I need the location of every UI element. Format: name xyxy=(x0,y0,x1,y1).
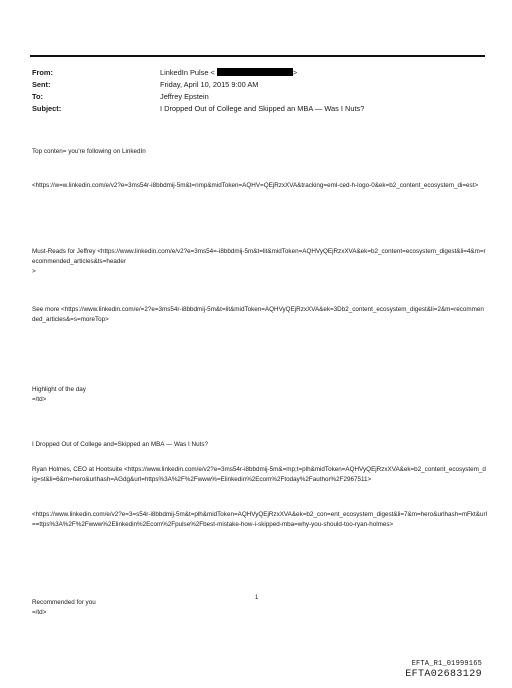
page-number: 1 xyxy=(255,595,259,601)
body-intro: Top conten= you're following on LinkedIn xyxy=(32,148,146,155)
from-sender: LinkedIn Pulse < xyxy=(160,68,215,77)
to-label: To: xyxy=(32,92,43,101)
body-see-more: See more <https://www.linkedin.com/e/=2?e=3ms54r-i8bbdmij-5m&t=lit&midToken=AQHVyQEjRzxXVA&ek=3Db2_content_ecosystem_digest&li=2&m=recommended_articles&=s=moreTop> xyxy=(32,306,484,323)
body-highlight: Highlight of the day =/td> xyxy=(32,386,86,403)
from-value xyxy=(160,68,297,77)
body-article-link: <https://www.linkedin.com/e/v2?e=3=s54r-i8bbdmij-5m&t=plh&midToken=AQHVyQEjRzxXVA&ek=b2_con=ent_ecosystem_digest&li=7&m=hero&urlhash=mFkt&url==ttps%3A%2F%2Fwww%2Elinkedin%2Ecom%2Fpulse%2Fbest-mistake-how-i-skipped-mba=why-you-should-too-ryan-holmes> xyxy=(32,511,488,528)
subject-value: I Dropped Out of College and Skipped an MBA — Was I Nuts? xyxy=(160,104,365,113)
from-label: From: xyxy=(32,68,53,77)
redaction-block xyxy=(217,68,293,76)
body-author-link: Ryan Holmes, CEO at Hootsuite <https://www.linkedin.com/e/v2?e=3ms54r-i8bbdmij-5m&=mp;t=plh&midToken=AQHVyQEjRzxXVA&ek=b2_content_ecosystem_dig=st&li=6&m=hero&urlhash=AGdg&url=https%3A%2F%2Fwww%=Elinkedin%2Ecom%2Ftoday%2Fauthor%2F2967511> xyxy=(32,466,486,483)
to-value: Jeffrey Epstein xyxy=(160,92,209,101)
subject-label: Subject: xyxy=(32,104,62,113)
body-recommended: Recommended for you =/td> xyxy=(32,599,96,616)
body-logo-link: <https://w=w.linkedin.com/e/v2?e=3ms54r-i8bbdmij-5m&t=nmp&midToken=AQHV=QEjRzxXVA&tracking=eml-ced-h-logo-0&ek=b2_content_ecosystem_di=est> xyxy=(32,182,479,189)
from-close: > xyxy=(292,68,298,77)
sent-label: Sent: xyxy=(32,80,51,89)
header-rule xyxy=(30,55,485,57)
bates-number-small: EFTA_R1_01999165 xyxy=(411,660,482,668)
sent-value: Friday, April 10, 2015 9:00 AM xyxy=(160,80,259,89)
bates-number-large: EFTA02683129 xyxy=(405,669,482,680)
body-article-title: I Dropped Out of College and=Skipped an MBA — Was I Nuts? xyxy=(32,441,208,448)
body-must-reads: Must-Reads for Jeffrey <https://www.linkedin.com/e/v2?e=3ms54=-i8bbdmij-5m&t=lit&midToken=AQHVyQEjRzxXVA&ek=b2_content=ecosystem_digest&li=4&m=recommended_articles&ts=header > xyxy=(32,248,486,275)
